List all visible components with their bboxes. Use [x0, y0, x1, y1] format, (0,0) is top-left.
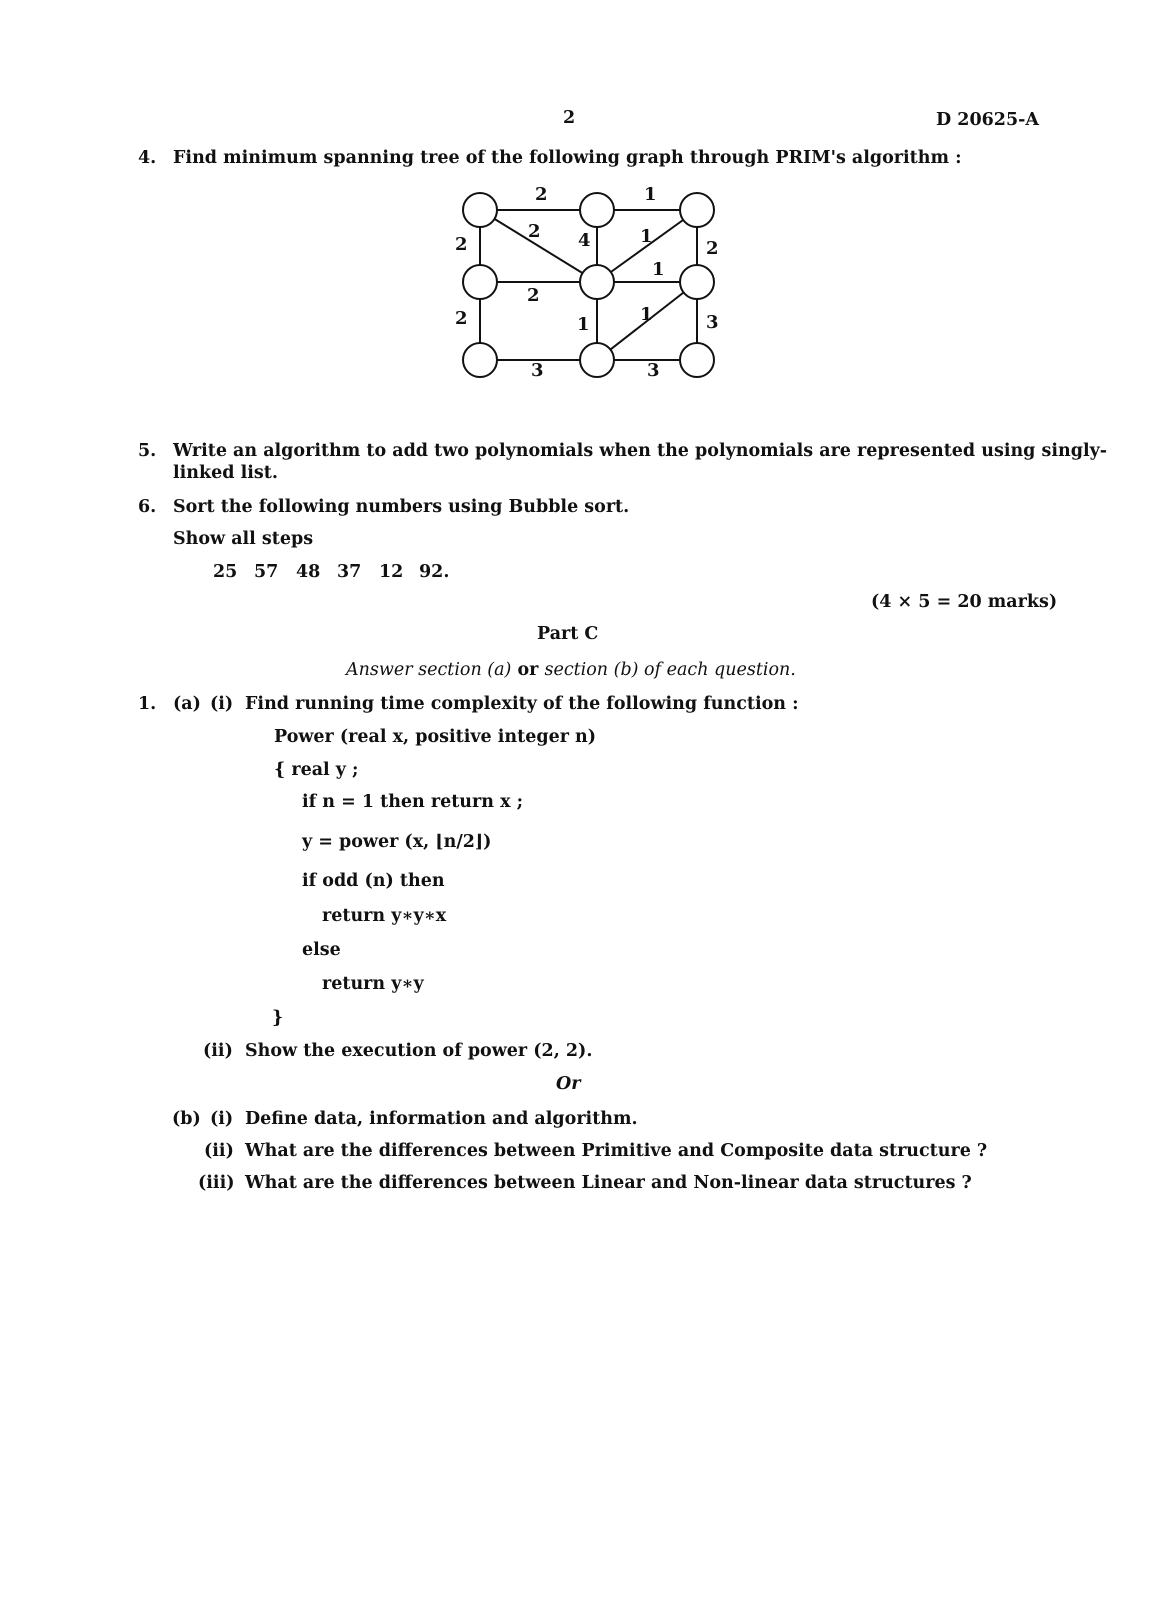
graph-nodes — [463, 193, 714, 377]
graph-figure — [440, 180, 740, 395]
weight-label: 1 — [652, 259, 665, 280]
node-circle — [680, 193, 714, 227]
code-line-else: else — [302, 940, 341, 960]
node-circle — [580, 343, 614, 377]
q6-value: 25 — [213, 562, 238, 582]
node-circle — [680, 343, 714, 377]
code-line-declare: { real y ; — [274, 760, 359, 780]
q6-value: 92. — [419, 562, 450, 582]
weight-label: 2 — [455, 308, 468, 329]
q5-line2: linked list. — [173, 463, 278, 483]
weight-label: 1 — [640, 226, 653, 247]
instruction-post: section (b) of each question. — [544, 660, 796, 680]
q1-a-label: (a) — [173, 694, 201, 714]
q6-text: Sort the following numbers using Bubble sort. — [173, 497, 630, 517]
code-line-close-brace: } — [272, 1008, 284, 1028]
q6-value: 57 — [254, 562, 279, 582]
weight-label: 3 — [647, 360, 660, 381]
q1-a-i-label: (i) — [210, 694, 234, 714]
q6-value: 37 — [337, 562, 362, 582]
code-line-signature: Power (real x, positive integer n) — [274, 727, 597, 747]
paper-code: D 20625-A — [936, 110, 1039, 130]
q1-b-i-text: Define data, information and algorithm. — [245, 1109, 638, 1129]
or-separator: Or — [556, 1074, 581, 1094]
weight-label: 2 — [535, 184, 548, 205]
code-line-return-odd: return y∗y∗x — [322, 906, 447, 926]
instruction-or: or — [517, 660, 539, 680]
weight-label: 2 — [455, 234, 468, 255]
weight-label: 2 — [528, 221, 541, 242]
weight-label: 2 — [527, 285, 540, 306]
node-circle — [580, 193, 614, 227]
code-line-if-odd: if odd (n) then — [302, 871, 445, 891]
part-c-title: Part C — [537, 624, 599, 644]
node-circle — [463, 193, 497, 227]
weight-label: 2 — [706, 238, 719, 259]
q1-b-iii-label: (iii) — [198, 1173, 235, 1193]
weight-label: 4 — [578, 230, 591, 251]
q1-b-label: (b) — [172, 1109, 201, 1129]
weight-label: 3 — [706, 312, 719, 333]
q4-text: Find minimum spanning tree of the following graph through PRIM's algorithm : — [173, 148, 962, 168]
q1-a-ii-text: Show the execution of power (2, 2). — [245, 1041, 593, 1061]
instruction-pre: Answer section (a) — [346, 660, 512, 680]
q4-number: 4. — [138, 148, 157, 168]
code-line-recurse: y = power (x, ⌊n/2⌋) — [302, 832, 492, 852]
code-line-base-case: if n = 1 then return x ; — [302, 792, 524, 812]
q6-number: 6. — [138, 497, 157, 517]
q6-value: 12 — [379, 562, 404, 582]
code-line-return-even: return y∗y — [322, 974, 424, 994]
weight-label: 3 — [531, 360, 544, 381]
q6-value: 48 — [296, 562, 321, 582]
q1-a-i-text: Find running time complexity of the following function : — [245, 694, 799, 714]
q1-a-ii-label: (ii) — [203, 1041, 233, 1061]
q1-b-ii-label: (ii) — [204, 1141, 234, 1161]
weight-label: 1 — [640, 304, 653, 325]
q1-b-iii-text: What are the differences between Linear and Non-linear data structures ? — [245, 1173, 972, 1193]
page-number: 2 — [563, 108, 576, 128]
weight-label: 1 — [577, 314, 590, 335]
section-marks: (4 × 5 = 20 marks) — [871, 592, 1058, 612]
weight-label: 1 — [644, 184, 657, 205]
node-circle — [463, 265, 497, 299]
q5-line1: Write an algorithm to add two polynomials when the polynomials are represented using singly- — [173, 441, 1108, 461]
node-circle — [680, 265, 714, 299]
node-circle — [580, 265, 614, 299]
q5-number: 5. — [138, 441, 157, 461]
q1-b-i-label: (i) — [210, 1109, 234, 1129]
q1-number: 1. — [138, 694, 157, 714]
q6-sub: Show all steps — [173, 529, 314, 549]
part-c-instruction — [346, 660, 796, 680]
q1-b-ii-text: What are the differences between Primitive and Composite data structure ? — [245, 1141, 988, 1161]
node-circle — [463, 343, 497, 377]
